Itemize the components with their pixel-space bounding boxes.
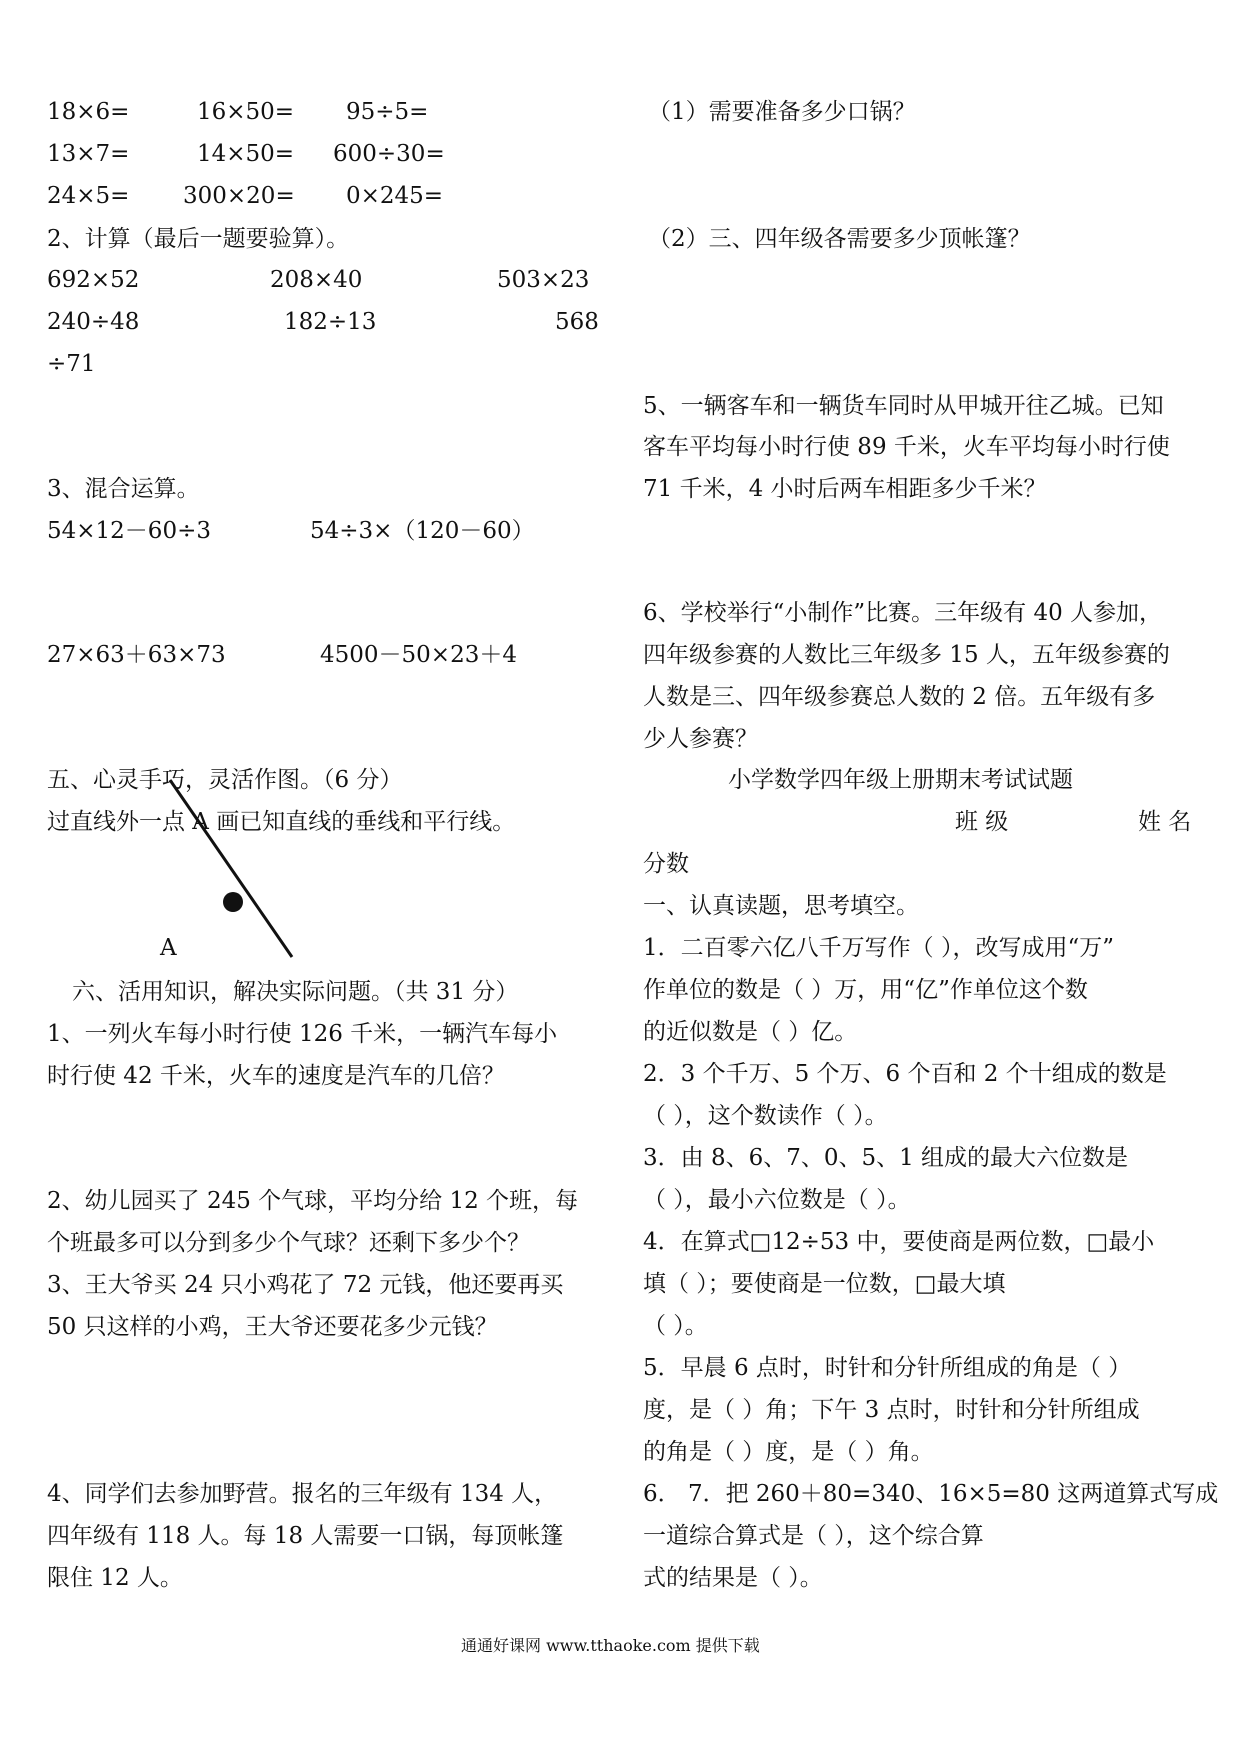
q2-title: 2、计算（最后一题要验算）。 <box>47 226 350 252</box>
q3-row2-b: 4500－50×23＋4 <box>320 642 517 668</box>
section5-title: 五、心灵手巧，灵活作图。（6 分） <box>47 767 403 793</box>
score-label: 分数 <box>643 851 689 877</box>
problem5-line1: 5、一辆客车和一辆货车同时从甲城开往乙城。已知 <box>643 393 1164 419</box>
problem3-line2: 50 只这样的小鸡，王大爷还要花多少元钱？ <box>47 1314 498 1340</box>
line-point <box>223 892 243 912</box>
problem1-line2: 时行使 42 千米，火车的速度是汽车的几倍？ <box>47 1063 505 1089</box>
q2-row2-c: 568 <box>555 309 599 335</box>
oral-calc-r2c1: 13×7= <box>47 141 130 167</box>
q2-row1-c: 503×23 <box>497 267 590 293</box>
section1-title: 一、认真读题，思考填空。 <box>643 893 919 919</box>
problem4-line3: 限住 12 人。 <box>47 1565 183 1591</box>
problem4-line2: 四年级有 118 人。每 18 人需要一口锅，每顶帐篷 <box>47 1523 564 1549</box>
fill-line-13: 的角是（ ）度，是（ ）角。 <box>643 1439 934 1465</box>
fill-line-7: （ ），最小六位数是（ ）。 <box>643 1187 911 1213</box>
section6-title: 六、活用知识，解决实际问题。（共 31 分） <box>72 979 519 1005</box>
problem1-line1: 1、一列火车每小时行使 126 千米，一辆汽车每小 <box>47 1021 558 1047</box>
q2-row2-b: 182÷13 <box>284 309 377 335</box>
problem6-line2: 四年级参赛的人数比三年级多 15 人，五年级参赛的 <box>643 642 1170 668</box>
q3-row2-a: 27×63＋63×73 <box>47 642 226 668</box>
q2-row1-b: 208×40 <box>270 267 363 293</box>
fill-line-2: 作单位的数是（ ）万，用“亿”作单位这个数 <box>643 977 1088 1003</box>
q3-title: 3、混合运算。 <box>47 476 200 502</box>
fill-line-3: 的近似数是（ ）亿。 <box>643 1019 858 1045</box>
problem4-sub2: （2）三、四年级各需要多少顶帐篷？ <box>648 226 1031 252</box>
problem5-line3: 71 千米，4 小时后两车相距多少千米？ <box>643 476 1047 502</box>
q3-row1-b: 54÷3×（120－60） <box>310 518 535 544</box>
fill-line-4: 2．3 个千万、5 个万、6 个百和 2 个十组成的数是 <box>643 1061 1167 1087</box>
problem2-line2: 个班最多可以分到多少个气球？还剩下多少个？ <box>47 1230 530 1256</box>
class-label: 班 级 <box>955 809 1009 835</box>
oral-calc-r2c3: 600÷30= <box>333 141 445 167</box>
section5-instruction: 过直线外一点 A 画已知直线的垂线和平行线。 <box>47 809 516 835</box>
point-a-label: A <box>160 935 177 961</box>
q2-row1-a: 692×52 <box>47 267 140 293</box>
problem5-line2: 客车平均每小时行使 89 千米，火车平均每小时行使 <box>643 434 1170 460</box>
given-line <box>170 780 292 957</box>
q3-row1-a: 54×12－60÷3 <box>47 518 211 544</box>
oral-calc-r1c3: 95÷5= <box>346 99 429 125</box>
fill-line-14: 6． 7．把 260＋80=340、16×5=80 这两道算式写成 <box>643 1481 1219 1507</box>
fill-line-9: 填（ ）；要使商是一位数，□最大填 <box>643 1271 1006 1297</box>
fill-line-1: 1．二百零六亿八千万写作（ ），改写成用“万” <box>643 935 1114 961</box>
oral-calc-r3c3: 0×245= <box>346 183 444 209</box>
footer-credit: 通通好课网 www.tthaoke.com 提供下载 <box>461 1636 760 1655</box>
exam-title: 小学数学四年级上册期末考试试题 <box>728 767 1073 793</box>
fill-line-8: 4．在算式□12÷53 中，要使商是两位数，□最小 <box>643 1229 1155 1255</box>
problem6-line4: 少人参赛？ <box>643 726 758 752</box>
problem4-sub1: （1）需要准备多少口锅？ <box>648 99 916 125</box>
fill-line-12: 度，是（ ）角；下午 3 点时，时针和分针所组成 <box>643 1397 1140 1423</box>
q2-row2-a: 240÷48 <box>47 309 140 335</box>
fill-line-11: 5．早晨 6 点时，时针和分针所组成的角是（ ） <box>643 1355 1132 1381</box>
problem2-line1: 2、幼儿园买了 245 个气球，平均分给 12 个班，每 <box>47 1188 579 1214</box>
oral-calc-r3c1: 24×5= <box>47 183 130 209</box>
name-label: 姓 名 <box>1138 809 1192 835</box>
fill-line-5: （ ），这个数读作（ ）。 <box>643 1103 888 1129</box>
oral-calc-r3c2: 300×20= <box>183 183 295 209</box>
fill-line-15: 一道综合算式是（ ），这个综合算 <box>643 1523 984 1549</box>
problem3-line1: 3、王大爷买 24 只小鸡花了 72 元钱，他还要再买 <box>47 1272 564 1298</box>
fill-line-6: 3．由 8、6、7、0、5、1 组成的最大六位数是 <box>643 1145 1129 1171</box>
fill-line-10: （ ）。 <box>643 1313 708 1339</box>
oral-calc-r1c2: 16×50= <box>197 99 295 125</box>
problem6-line1: 6、学校举行“小制作”比赛。三年级有 40 人参加， <box>643 600 1163 626</box>
problem6-line3: 人数是三、四年级参赛总人数的 2 倍。五年级有多 <box>643 684 1156 710</box>
problem4-line1: 4、同学们去参加野营。报名的三年级有 134 人， <box>47 1481 558 1507</box>
oral-calc-r1c1: 18×6= <box>47 99 130 125</box>
q2-row2-wrap: ÷71 <box>47 351 96 377</box>
oral-calc-r2c2: 14×50= <box>197 141 295 167</box>
fill-line-16: 式的结果是（ ）。 <box>643 1565 823 1591</box>
